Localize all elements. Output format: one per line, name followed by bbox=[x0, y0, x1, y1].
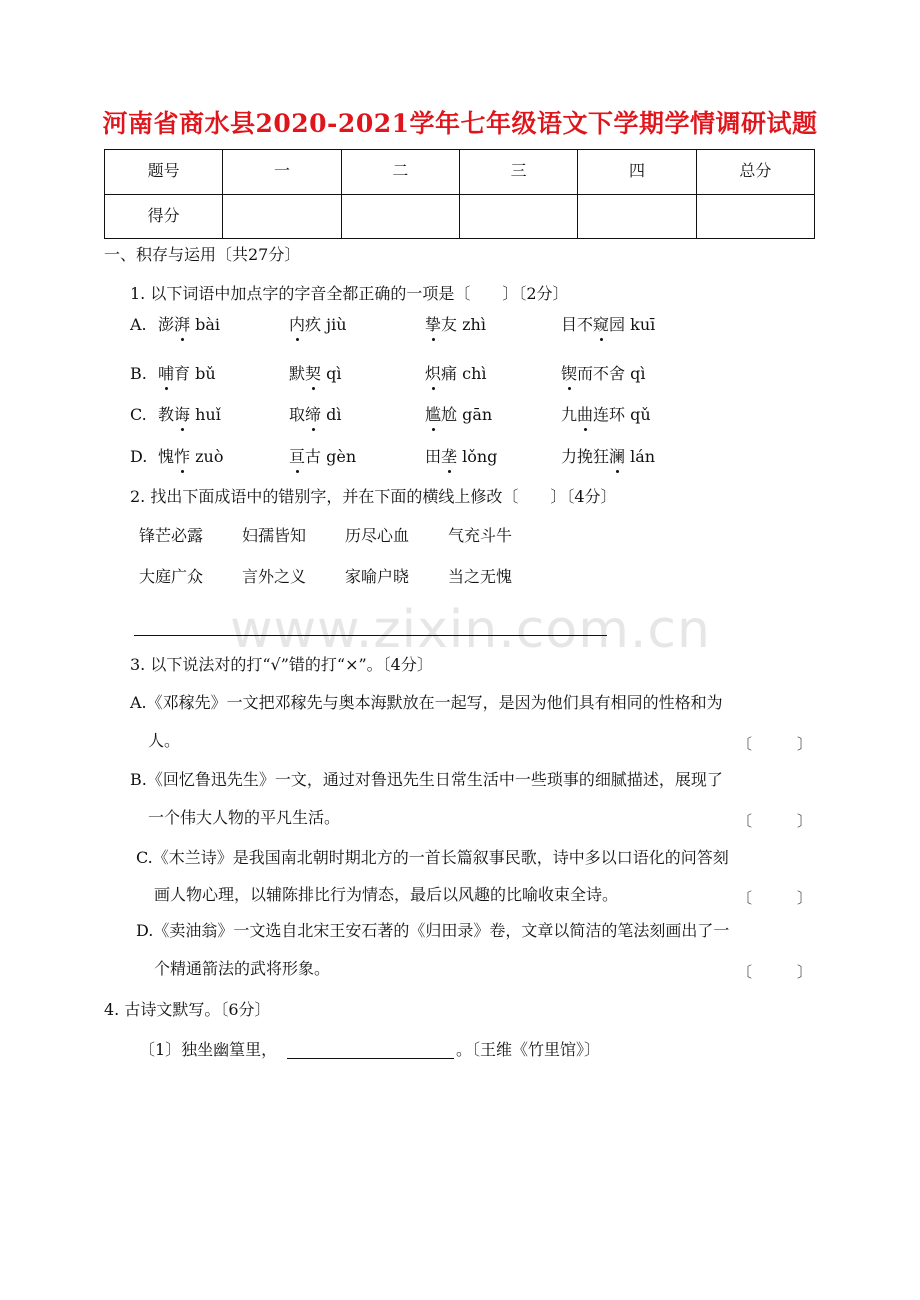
dotted-character: 亘 bbox=[289, 447, 306, 466]
dotted-character: 缔 bbox=[305, 405, 322, 424]
answer-line[interactable] bbox=[134, 635, 607, 636]
statement-d-line2: 个精通箭法的武将形象。 bbox=[154, 959, 331, 978]
idiom-item: 家喻户晓 bbox=[345, 567, 410, 586]
table-row bbox=[105, 150, 815, 195]
word-text: 园 bbox=[609, 315, 626, 334]
answer-bracket[interactable]: 〔 〕 bbox=[737, 889, 813, 907]
idiom-item: 气充斗牛 bbox=[448, 526, 513, 545]
word-item bbox=[561, 366, 645, 382]
statement-b-line2: 一个伟大人物的平凡生活。 bbox=[148, 808, 341, 827]
word-item bbox=[158, 407, 221, 423]
word-text: 痛 bbox=[441, 364, 458, 383]
option-label: A. bbox=[130, 315, 147, 334]
row-label-cell: 得分 bbox=[105, 194, 223, 239]
option-label: B. bbox=[130, 364, 147, 383]
poem-line-suffix: 。〔王维《竹里馆》〕 bbox=[456, 1040, 601, 1059]
answer-line[interactable] bbox=[287, 1058, 454, 1059]
pinyin: kuī bbox=[630, 315, 656, 334]
word-text: 九 bbox=[561, 405, 578, 424]
dotted-character: 挚 bbox=[425, 315, 442, 334]
option-label: D. bbox=[130, 447, 148, 466]
word-text: 友 bbox=[441, 315, 458, 334]
statement-a-line1: A.《邓稼先》一文把邓稼先与奥本海默放在一起写，是因为他们具有相同的性格和为 bbox=[130, 693, 723, 712]
word-item bbox=[289, 449, 356, 465]
pinyin: qǔ bbox=[630, 405, 651, 424]
pinyin: gèn bbox=[326, 447, 357, 466]
question-4-stem: 4. 古诗文默写。〔6分〕 bbox=[104, 1000, 271, 1019]
dotted-character: 澜 bbox=[609, 447, 626, 466]
word-text: 连环 bbox=[593, 405, 626, 424]
idiom-item: 锋芒必露 bbox=[139, 526, 204, 545]
word-text: 育 bbox=[174, 364, 191, 383]
word-item bbox=[561, 407, 651, 423]
pinyin: gān bbox=[462, 405, 493, 424]
word-item bbox=[561, 449, 655, 465]
word-text: 古 bbox=[305, 447, 322, 466]
word-item bbox=[289, 407, 341, 423]
dotted-character: 窥 bbox=[593, 315, 610, 334]
dotted-character: 曲 bbox=[577, 405, 594, 424]
poem-line-prefix: 〔1〕独坐幽篁里， bbox=[139, 1040, 278, 1059]
word-text: 疚 bbox=[305, 315, 322, 334]
pinyin: zuò bbox=[195, 447, 224, 466]
pinyin: lán bbox=[630, 447, 656, 466]
watermark: www.zixin.com.cn bbox=[230, 600, 711, 660]
dotted-character: 内 bbox=[289, 315, 306, 334]
word-text: 愧 bbox=[158, 447, 175, 466]
statement-c-line1: C.《木兰诗》是我国南北朝时期北方的一首长篇叙事民歌，诗中多以口语化的问答刻 bbox=[136, 848, 729, 867]
answer-bracket[interactable]: 〔 〕 bbox=[737, 963, 813, 981]
idiom-item: 大庭广众 bbox=[139, 567, 204, 586]
pinyin: jiù bbox=[326, 315, 347, 334]
idiom-item: 历尽心血 bbox=[345, 526, 410, 545]
idiom-item: 言外之义 bbox=[242, 567, 307, 586]
word-item bbox=[425, 366, 487, 382]
idiom-item: 妇孺皆知 bbox=[242, 526, 307, 545]
word-item bbox=[289, 317, 347, 333]
word-text: 教 bbox=[158, 405, 175, 424]
word-item bbox=[158, 449, 224, 465]
statement-d-line1: D.《卖油翁》一文选自北宋王安石著的《归田录》卷，文章以简洁的笔法刻画出了一 bbox=[136, 921, 730, 940]
section-heading: 一、积存与运用〔共27分〕 bbox=[104, 245, 301, 264]
word-text: 田 bbox=[425, 447, 442, 466]
idiom-item: 当之无愧 bbox=[448, 567, 513, 586]
score-cell[interactable] bbox=[223, 194, 341, 239]
score-cell[interactable] bbox=[459, 194, 577, 239]
pinyin: zhì bbox=[462, 315, 486, 334]
word-text: 默 bbox=[289, 364, 306, 383]
statement-c-line2: 画人物心理，以辅陈排比行为情态，最后以风趣的比喻收束全诗。 bbox=[154, 885, 619, 904]
pinyin: huǐ bbox=[195, 405, 221, 424]
statement-b-line1: B.《回忆鲁迅先生》一文，通过对鲁迅先生日常生活中一些琐事的细腻描述，展现了 bbox=[130, 770, 723, 789]
word-text: 尬 bbox=[441, 405, 458, 424]
dotted-character: 垄 bbox=[441, 447, 458, 466]
pinyin: dì bbox=[326, 405, 342, 424]
question-3-stem: 3. 以下说法对的打“√”错的打“×”。〔4分〕 bbox=[130, 655, 433, 674]
pinyin: qì bbox=[630, 364, 646, 383]
dotted-character: 湃 bbox=[174, 315, 191, 334]
word-text: 力挽狂 bbox=[561, 447, 610, 466]
dotted-character: 契 bbox=[305, 364, 322, 383]
word-item bbox=[158, 317, 220, 333]
word-item bbox=[289, 366, 341, 382]
dotted-character: 诲 bbox=[174, 405, 191, 424]
page-title: 河南省商水县2020-2021学年七年级语文下学期学情调研试题 bbox=[102, 109, 818, 138]
pinyin: bài bbox=[195, 315, 221, 334]
pinyin: lǒng bbox=[462, 447, 498, 466]
answer-bracket[interactable]: 〔 〕 bbox=[737, 812, 813, 830]
word-text: 澎 bbox=[158, 315, 175, 334]
word-item bbox=[425, 407, 492, 423]
word-text: 而不舍 bbox=[577, 364, 626, 383]
pinyin: bǔ bbox=[195, 364, 216, 383]
dotted-character: 炽 bbox=[425, 364, 442, 383]
table-header-cell: 三 bbox=[459, 150, 577, 195]
score-table bbox=[104, 149, 815, 239]
score-cell[interactable] bbox=[578, 194, 696, 239]
option-label: C. bbox=[130, 405, 147, 424]
word-text: 目不 bbox=[561, 315, 594, 334]
dotted-character: 尴 bbox=[425, 405, 442, 424]
statement-a-line2: 人。 bbox=[148, 731, 181, 750]
word-item bbox=[425, 449, 497, 465]
word-item bbox=[561, 317, 655, 333]
table-header-cell: 一 bbox=[223, 150, 341, 195]
answer-bracket[interactable]: 〔 〕 bbox=[737, 735, 813, 753]
word-item bbox=[425, 317, 486, 333]
score-cell[interactable] bbox=[341, 194, 459, 239]
word-item bbox=[158, 366, 216, 382]
dotted-character: 锲 bbox=[561, 364, 578, 383]
dotted-character: 哺 bbox=[158, 364, 175, 383]
score-cell[interactable] bbox=[696, 194, 814, 239]
dotted-character: 怍 bbox=[174, 447, 191, 466]
word-text: 取 bbox=[289, 405, 306, 424]
table-header-cell: 题号 bbox=[105, 150, 223, 195]
table-header-cell: 四 bbox=[578, 150, 696, 195]
pinyin: chì bbox=[462, 364, 487, 383]
table-row bbox=[105, 194, 815, 239]
table-header-cell: 二 bbox=[341, 150, 459, 195]
pinyin: qì bbox=[326, 364, 342, 383]
question-2-stem: 2. 找出下面成语中的错别字，并在下面的横线上修改〔 〕〔4分〕 bbox=[130, 487, 617, 506]
question-1-stem: 1. 以下词语中加点字的字音全都正确的一项是〔 〕〔2分〕 bbox=[130, 284, 569, 303]
table-header-cell: 总分 bbox=[696, 150, 814, 195]
